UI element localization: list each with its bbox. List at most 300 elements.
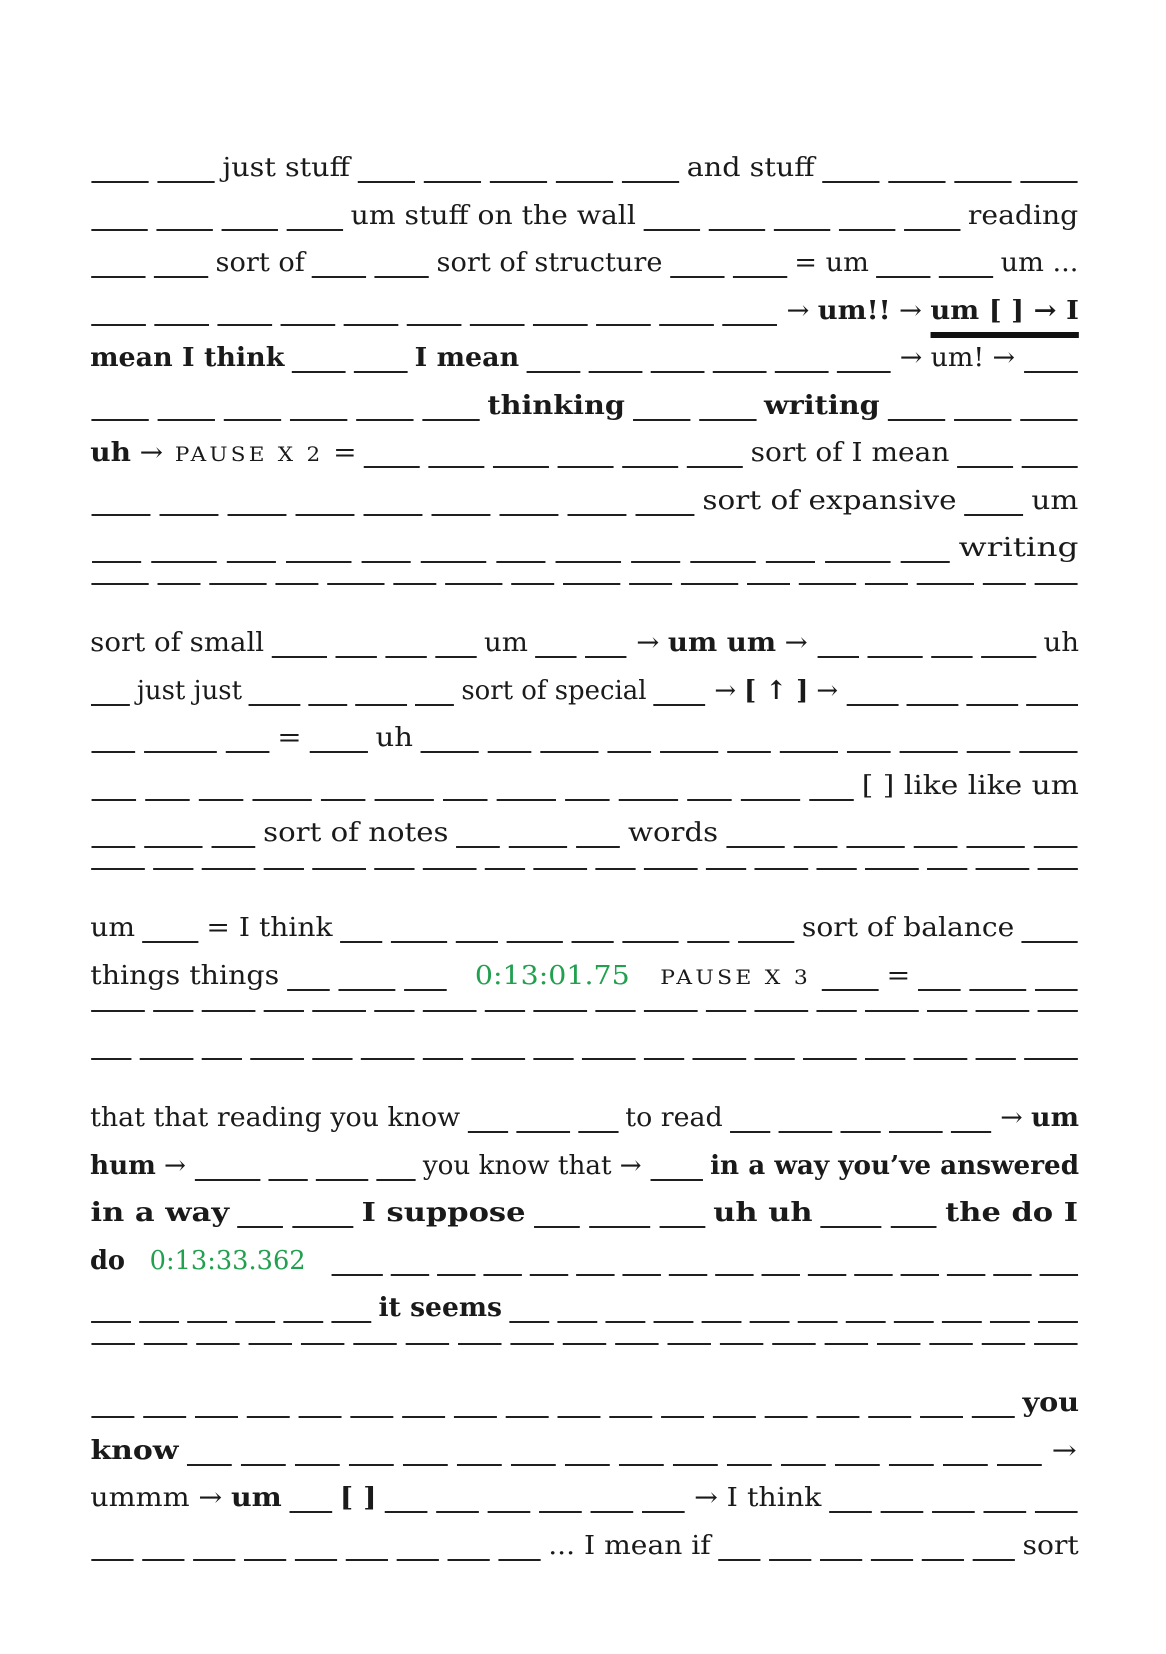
spoken-word: things things [90,960,280,991]
arrow-marker: → [636,628,660,658]
blank-segment [456,846,500,848]
blank-segment [798,1321,838,1323]
arrow-marker: → [1000,1103,1023,1133]
blank-segment [965,514,1024,516]
blank-segment [730,1131,770,1133]
blank-segment [623,466,679,468]
blank-segment [1039,1274,1077,1276]
blank-segment [286,561,351,563]
blank-segment [421,561,486,563]
blank-segment [699,419,756,421]
transcript-line [87,1383,1082,1431]
blank-segment [820,1559,862,1561]
blank-segment [209,583,266,585]
blank-segment [981,656,1036,658]
spoken-word: sort of special [461,675,647,706]
blank-segment [156,229,212,231]
blank-segment [558,1416,601,1418]
blank-segment [983,583,1026,585]
blank-segment [595,1010,635,1012]
transcript-page [87,148,1082,1573]
blank-segment [375,276,429,278]
blank-segment [529,1274,567,1276]
blank-segment [344,324,399,326]
blank-segment [312,276,366,278]
blank-segment [957,466,1013,468]
blank-segment [1038,1010,1078,1012]
blank-segment [738,941,794,943]
blank-segment [1035,1511,1078,1513]
blank-segment [423,1010,477,1012]
blank-segment [349,1464,394,1466]
blank-segment [887,419,944,421]
blank-segment [927,868,967,870]
blank-segment [432,514,491,516]
blank-segment [803,1058,857,1060]
blank-segment [509,846,567,848]
spoken-word: ummm [90,1483,190,1513]
blank-segment [1034,1343,1077,1345]
transcript-line [87,1146,1082,1194]
spoken-word: and stuff [686,153,815,183]
blank-segment [816,1010,856,1012]
arrow-marker: → [619,1150,642,1181]
blank-segment [927,1010,967,1012]
blank-segment [534,1226,580,1228]
blank-segment [825,1343,868,1345]
blank-segment [361,1058,415,1060]
blank-segment [651,1179,703,1181]
spoken-word: to read [625,1103,723,1133]
spoken-word: ... I mean if [548,1530,711,1561]
blank-segment [754,1058,794,1060]
blank-segment [670,276,724,278]
blank-segment [429,466,485,468]
blank-segment [516,1131,570,1133]
blank-segment [668,1343,711,1345]
blank-segment [673,1464,718,1466]
blank-segment [485,1010,525,1012]
blank-segment [894,1321,934,1323]
blank-segment [91,868,145,870]
blank-segment [91,1343,134,1345]
blank-segment [227,561,276,563]
blank-segment [809,799,854,801]
blank-segment [635,514,694,516]
blank-segment [470,324,525,326]
emphasized-word: you [1022,1388,1080,1418]
blank-segment [1024,371,1078,373]
blank-segment [865,583,908,585]
blank-segment [706,1010,746,1012]
blank-segment [765,1416,808,1418]
blank-segment [692,1058,746,1060]
transcript-line [87,1051,1082,1099]
transcript-line [87,1241,1082,1289]
transcript-line [87,1336,1082,1384]
spoken-word: sort [1022,1530,1079,1561]
blank-segment [993,1274,1031,1276]
blank-segment [822,989,879,991]
blank-segment [390,1274,428,1276]
emphasized-word: in a way [90,1198,230,1228]
spoken-word: sort of balance [801,913,1015,943]
blank-segment [914,1058,968,1060]
blank-segment [91,1058,131,1060]
blank-segment [585,656,626,658]
transcript-line [87,243,1082,291]
blank-segment [1020,419,1077,421]
blank-segment [608,751,652,753]
blank-segment [541,751,599,753]
emphasized-word: I suppose [361,1198,526,1228]
blank-segment [973,1559,1015,1561]
arrow-marker: → [899,295,922,326]
blank-segment [91,1559,133,1561]
blank-segment [539,1511,582,1513]
transcript-line [87,338,1082,386]
blank-segment [720,1343,763,1345]
spoken-word: um! [930,343,985,373]
blank-segment [467,1131,507,1133]
blank-segment [633,419,690,421]
blank-segment [901,561,950,563]
blank-segment [644,1010,698,1012]
blank-segment [299,1416,342,1418]
blank-segment [761,1274,799,1276]
blank-segment [331,1274,382,1276]
blank-segment [854,1274,892,1276]
blank-segment [358,181,415,183]
blank-segment [407,324,462,326]
blank-segment [144,751,217,753]
transcript-line [87,433,1082,481]
blank-segment [244,1559,286,1561]
blank-segment [490,181,547,183]
blank-segment [741,799,800,801]
blank-segment [350,1416,393,1418]
blank-segment [91,324,146,326]
blank-segment [557,1321,597,1323]
blank-segment [91,751,135,753]
blank-segment [615,1343,658,1345]
blank-segment [709,229,765,231]
blank-segment [983,1511,1026,1513]
blank-segment [493,466,549,468]
blank-segment [510,1343,553,1345]
blank-segment [346,1559,388,1561]
blank-segment [576,846,620,848]
blank-segment [154,324,209,326]
blank-segment [713,1416,756,1418]
emphasized-word: know [90,1435,179,1466]
blank-segment [289,1511,332,1513]
blank-segment [565,799,610,801]
pause-marker: PAUSE X 3 [660,964,812,989]
blank-segment [252,799,311,801]
blank-segment [403,1464,448,1466]
blank-segment [754,868,808,870]
blank-segment [91,1416,134,1418]
blank-segment [951,1131,991,1133]
blank-segment [1024,1058,1078,1060]
blank-segment [331,1321,371,1323]
emphasized-word: in a way you’ve answered [710,1150,1080,1181]
blank-segment [195,1416,238,1418]
blank-segment [728,751,772,753]
blank-segment [939,276,993,278]
blank-segment [588,371,642,373]
blank-segment [1022,941,1078,943]
transcript-line [87,718,1082,766]
blank-segment [931,656,972,658]
blank-segment [91,276,145,278]
blank-segment [144,846,202,848]
blank-segment [619,799,678,801]
transcript-line [87,813,1082,861]
blank-segment [290,419,347,421]
transcript-line [87,1003,1082,1051]
transcript-line [87,766,1082,814]
emphasized-word: uh uh [713,1198,813,1228]
blank-segment [340,941,382,943]
blank-segment [485,868,525,870]
blank-segment [151,561,216,563]
blank-segment [622,181,679,183]
blank-segment [312,868,366,870]
blank-segment [364,514,423,516]
blank-segment [143,941,199,943]
blank-segment [726,846,784,848]
blank-segment [91,419,148,421]
blank-segment [659,1226,705,1228]
spoken-word: uh [1043,628,1080,658]
blank-segment [572,941,614,943]
blank-segment [217,324,272,326]
blank-segment [422,419,479,421]
blank-segment [563,1343,606,1345]
blank-segment [91,583,148,585]
blank-segment [780,751,838,753]
spoken-word: um ... [1000,248,1079,278]
blank-segment [1035,989,1078,991]
blank-segment [966,846,1024,848]
blank-segment [454,1416,497,1418]
blank-segment [659,324,714,326]
blank-segment [917,583,974,585]
blank-segment [846,1321,886,1323]
blank-segment [312,1058,352,1060]
blank-segment [384,1511,427,1513]
blank-segment [356,704,408,706]
blank-segment [142,1559,184,1561]
blank-segment [774,229,830,231]
spoken-word: [ ] like like um [861,770,1079,801]
spoken-word: sort of notes [263,818,449,848]
blank-segment [496,561,545,563]
spoken-word: sort of [215,248,305,278]
spoken-word: just just [136,675,243,706]
blank-segment [224,419,281,421]
blank-segment [264,868,304,870]
blank-segment [154,276,208,278]
blank-segment [715,1274,753,1276]
blank-segment [335,656,376,658]
blank-segment [507,941,563,943]
blank-segment [287,229,343,231]
blank-segment [817,656,858,658]
blank-segment [497,799,556,801]
blank-segment [153,868,193,870]
blank-segment [701,1321,741,1323]
blank-segment [747,583,790,585]
blank-segment [391,941,447,943]
transcript-line [87,1478,1082,1526]
blank-segment [609,1416,652,1418]
blank-segment [642,1511,685,1513]
blank-segment [904,229,960,231]
blank-segment [193,1559,235,1561]
emphasized-word: uh [90,438,131,468]
emphasized-word: hum [90,1150,156,1181]
transcript-line [87,148,1082,196]
blank-segment [158,583,201,585]
blank-segment [982,1343,1025,1345]
blank-segment [160,514,219,516]
arrow-marker: → [714,675,737,706]
blank-segment [799,583,856,585]
blank-segment [202,868,256,870]
spoken-word: that that reading you know [90,1103,461,1133]
transcript-line [87,908,1082,956]
blank-segment [202,1058,242,1060]
blank-segment [733,276,787,278]
blank-segment [661,1416,704,1418]
blank-segment [556,561,621,563]
blank-segment [837,371,891,373]
blank-segment [781,1464,826,1466]
blank-segment [778,1131,832,1133]
blank-segment [622,1274,660,1276]
blank-segment [595,868,635,870]
blank-segment [145,799,190,801]
blank-segment [681,583,738,585]
blank-segment [488,751,532,753]
blank-segment [976,1010,1030,1012]
blank-segment [891,1226,937,1228]
blank-segment [868,1416,911,1418]
blank-segment [829,1511,872,1513]
blank-segment [668,1274,706,1276]
blank-segment [619,1464,664,1466]
transcript-line [87,671,1082,719]
transcript-line [87,623,1082,671]
arrow-marker: → [992,343,1016,373]
blank-segment [143,1416,186,1418]
blank-segment [511,583,554,585]
blank-segment [353,1343,396,1345]
blank-segment [942,1321,982,1323]
blank-segment [92,799,137,801]
transcript-line [87,386,1082,434]
blank-segment [576,1274,614,1276]
blank-segment [825,561,890,563]
arrow-marker: → [784,628,808,658]
emphasized-word: um um [667,628,777,658]
blank-segment [589,1226,650,1228]
blank-segment [437,1274,475,1276]
blank-segment [1026,704,1078,706]
blank-segment [406,1343,449,1345]
blank-segment [295,1464,340,1466]
blank-segment [822,181,879,183]
blank-segment [498,1559,540,1561]
blank-segment [622,941,678,943]
emphasized-word: um!! [817,295,891,326]
blank-segment [769,1559,811,1561]
blank-segment [835,1464,880,1466]
blank-segment [1022,466,1078,468]
transcript-line [87,291,1082,339]
blank-segment [1033,846,1077,848]
spoken-word: just stuff [222,153,350,183]
blank-segment [301,1343,344,1345]
transcript-line [87,481,1082,529]
blank-segment [947,1274,985,1276]
blank-segment [535,656,576,658]
blank-segment [506,1416,549,1418]
blank-segment [631,561,680,563]
blank-segment [954,181,1011,183]
blank-segment [327,583,384,585]
blank-segment [228,514,287,516]
spoken-word: = um [794,248,869,278]
blank-segment [565,1464,610,1466]
spoken-word: = [886,960,911,991]
spoken-word: uh [375,723,414,753]
blank-segment [421,751,479,753]
blank-segment [1038,868,1078,870]
blank-segment [436,1511,479,1513]
blank-segment [1038,1321,1078,1323]
blank-segment [91,1321,131,1323]
blank-segment [590,1511,633,1513]
blank-segment [865,868,919,870]
arrow-marker: → [899,343,923,373]
blank-segment [654,704,706,706]
blank-segment [237,1226,283,1228]
blank-segment [997,1464,1042,1466]
transcript-line [87,861,1082,909]
blank-segment [91,704,130,706]
transcript-line [87,1193,1082,1241]
spoken-word: = [277,723,302,753]
blank-segment [749,1321,789,1323]
blank-segment [91,1010,145,1012]
blank-segment [727,1464,772,1466]
blank-segment [247,1416,290,1418]
blank-segment [582,1058,636,1060]
blank-segment [275,583,318,585]
blank-segment [889,1131,943,1133]
blank-segment [91,229,147,231]
transcript-line [87,528,1082,576]
blank-segment [913,846,957,848]
blank-segment [713,371,767,373]
blank-segment [943,1464,988,1466]
arrow-marker: → [198,1483,223,1513]
blank-segment [533,324,588,326]
